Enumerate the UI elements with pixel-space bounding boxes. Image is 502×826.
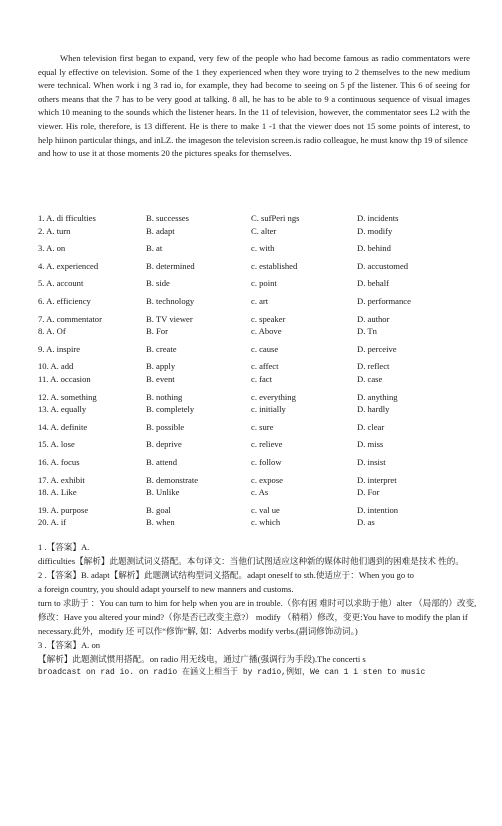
option-row bbox=[38, 343, 478, 356]
option-a: 19. A. purpose bbox=[38, 504, 89, 515]
option-row bbox=[38, 313, 478, 326]
option-c: c. which bbox=[251, 517, 281, 528]
option-c: c. initially bbox=[251, 404, 286, 415]
option-c: C. alter bbox=[251, 225, 277, 236]
option-a: 13. A. equally bbox=[38, 404, 87, 415]
option-a: 18. A. Like bbox=[38, 487, 77, 498]
option-a: 3. A. on bbox=[38, 243, 66, 254]
option-d: D. miss bbox=[357, 439, 384, 450]
option-b: B. Unlike bbox=[146, 487, 180, 498]
option-d: D. accustomed bbox=[357, 260, 409, 271]
option-row bbox=[38, 325, 478, 338]
option-b: B. when bbox=[146, 517, 175, 528]
option-d: D. as bbox=[357, 517, 375, 528]
option-c: c. As bbox=[251, 487, 269, 498]
option-a: 1. A. di fficulties bbox=[38, 213, 96, 223]
option-a: 16. A. focus bbox=[38, 456, 80, 467]
option-a: 20. A. if bbox=[38, 517, 67, 528]
option-d: D. For bbox=[357, 487, 380, 498]
option-b: B. apply bbox=[146, 361, 176, 372]
option-c: C. sufPeri ngs bbox=[251, 213, 300, 223]
option-b: B. For bbox=[146, 326, 168, 337]
option-b: B. demonstrate bbox=[146, 474, 199, 485]
option-row bbox=[38, 360, 478, 373]
option-row bbox=[38, 486, 478, 499]
option-b: B. determined bbox=[146, 260, 195, 271]
option-c: c. art bbox=[251, 295, 269, 306]
option-a: 11. A. occasion bbox=[38, 373, 91, 384]
option-d: D. modify bbox=[357, 225, 393, 236]
answer-3-example: broadcast on rad io. on radio 在涵义上相当于 by radio,例如，We can 1 i sten to music bbox=[38, 668, 426, 677]
option-d: D. clear bbox=[357, 421, 385, 432]
option-row bbox=[38, 504, 478, 517]
option-d: D. perceive bbox=[357, 343, 397, 354]
option-c: c. follow bbox=[251, 456, 282, 467]
option-row bbox=[38, 242, 478, 255]
option-row bbox=[38, 295, 478, 308]
passage-paragraph-end: and how to use it at those moments 20 the pictures speaks for themselves. bbox=[38, 148, 292, 159]
option-d: D. reflect bbox=[357, 361, 390, 372]
option-c: c. Above bbox=[251, 326, 282, 337]
option-row bbox=[38, 225, 478, 238]
option-b: B. adapt bbox=[146, 225, 175, 236]
answer-3-explanation: 【解析】此题测试惯用搭配。on radio 用无线电，通过广播(强调行为手段).The concerti s bbox=[38, 654, 366, 664]
option-row bbox=[38, 516, 478, 529]
option-b: B. create bbox=[146, 343, 177, 354]
option-a: 2. A. turn bbox=[38, 225, 71, 236]
option-b: B. side bbox=[146, 278, 170, 289]
option-a: 12. A. something bbox=[38, 391, 97, 402]
answer-1-heading: 1 .【答案】A. bbox=[38, 542, 90, 552]
option-c: c. with bbox=[251, 243, 275, 254]
option-row bbox=[38, 438, 478, 451]
option-d: D. behind bbox=[357, 243, 391, 254]
option-c: c. val ue bbox=[251, 504, 280, 515]
option-b: B. goal bbox=[146, 504, 171, 515]
option-b: B. completely bbox=[146, 404, 195, 415]
option-c: c. point bbox=[251, 278, 277, 289]
option-a: 9. A. inspire bbox=[38, 343, 81, 354]
option-a: 10. A. add bbox=[38, 361, 74, 372]
option-d: D. performance bbox=[357, 295, 411, 306]
option-a: 15. A. lose bbox=[38, 439, 75, 450]
option-d: D. hardly bbox=[357, 404, 390, 415]
option-row bbox=[38, 474, 478, 487]
option-d: D. insist bbox=[357, 456, 386, 467]
option-c: c. expose bbox=[251, 474, 283, 485]
option-c: c. everything bbox=[251, 391, 296, 402]
option-d: D. anything bbox=[357, 391, 398, 402]
option-a: 7. A. commentator bbox=[38, 313, 102, 324]
option-row bbox=[38, 277, 478, 290]
option-b: B. successes bbox=[146, 213, 189, 223]
answer-3-heading: 3 .【答案】A. on bbox=[38, 640, 101, 650]
option-d: D. interpret bbox=[357, 474, 397, 485]
answer-section bbox=[38, 540, 478, 680]
option-c: c. established bbox=[251, 260, 298, 271]
option-a: 4. A. experienced bbox=[38, 260, 99, 271]
options-table bbox=[38, 212, 478, 529]
option-row bbox=[38, 421, 478, 434]
option-d: D. intention bbox=[357, 504, 399, 515]
option-c: c. sure bbox=[251, 421, 274, 432]
option-row bbox=[38, 456, 478, 469]
option-c: c. speaker bbox=[251, 313, 286, 324]
option-row bbox=[38, 373, 478, 386]
answer-1-explanation: difficulties【解析】此题测试词义搭配。本句译文：当他们试图适应这种新的媒体时他们遇到的困难是技术 性的。 bbox=[38, 556, 464, 566]
option-a: 5. A. account bbox=[38, 278, 84, 289]
option-b: B. possible bbox=[146, 421, 185, 432]
option-d: D. author bbox=[357, 313, 390, 324]
option-b: B. TV viewer bbox=[146, 313, 193, 324]
option-b: B. deprive bbox=[146, 439, 182, 450]
option-b: B. at bbox=[146, 243, 163, 254]
option-row bbox=[38, 403, 478, 416]
option-row bbox=[38, 212, 478, 225]
option-b: B. technology bbox=[146, 295, 195, 306]
option-d: D. Tn bbox=[357, 326, 377, 337]
cloze-passage bbox=[38, 52, 470, 161]
option-b: B. attend bbox=[146, 456, 178, 467]
option-a: 17. A. exhibit bbox=[38, 474, 85, 485]
option-b: B. event bbox=[146, 373, 175, 384]
option-d: D. incidents bbox=[357, 213, 399, 223]
option-d: D. case bbox=[357, 373, 383, 384]
passage-paragraph: When television first began to expand, very few of the people who had become famous as radio commentators were equal ly effective on television. Some of the 1 they experienced when they wore trying to 2 themselves to the new medium were technical. When work i ng 3 rad io, for example, they had become to seeing on 5 pf the listener. This 6 of seeing for others means that the 7 has to be very good at talking. 8 all, he has to be able to 9 a continuous sequence of visual images which 10 meaning to the sounds which the listener hears. In the 11 of television, however, the commentator sees L2 with the viewer. His role, therefore, is 13 different. He is there to make 1 -1 that the viewer does not 15 some points of interest, to help hiinon particular things, and inLZ. the imageson the television screen.is radio colleague, he must know thp 19 of silence bbox=[38, 53, 470, 145]
option-d: D. behalf bbox=[357, 278, 389, 289]
option-a: 6. A. efficiency bbox=[38, 295, 91, 306]
option-a: 14. A. definite bbox=[38, 421, 88, 432]
option-b: B. nothing bbox=[146, 391, 183, 402]
answer-2-example: a foreign country, you should adapt yourself to new manners and customs. bbox=[38, 584, 294, 594]
option-row bbox=[38, 260, 478, 273]
option-c: c. cause bbox=[251, 343, 279, 354]
option-c: c. fact bbox=[251, 373, 272, 384]
answer-2-heading: 2 .【答案】B. adapt【解析】此题测试结构型词义搭配。adapt oneself to sth.使适应于：When you go to bbox=[38, 570, 414, 580]
option-c: c. affect bbox=[251, 361, 279, 372]
option-row bbox=[38, 391, 478, 404]
option-c: c. relieve bbox=[251, 439, 283, 450]
answer-2-explanation: turn to 求助于 ：You can turn to him for help when you are in trouble.（你有困 难时可以求助于他）alter （局部的）改变, 修改：Have you altered your mind?（你是否已改变主意?） modify （稍稍）修改，变更:You have to modify the plan if necessary.此外，modify 还 可以作“修饰”解, 如：Adverbs modify verbs.(副词修饰动词。) bbox=[38, 598, 477, 636]
option-a: 8. A. Of bbox=[38, 326, 66, 337]
